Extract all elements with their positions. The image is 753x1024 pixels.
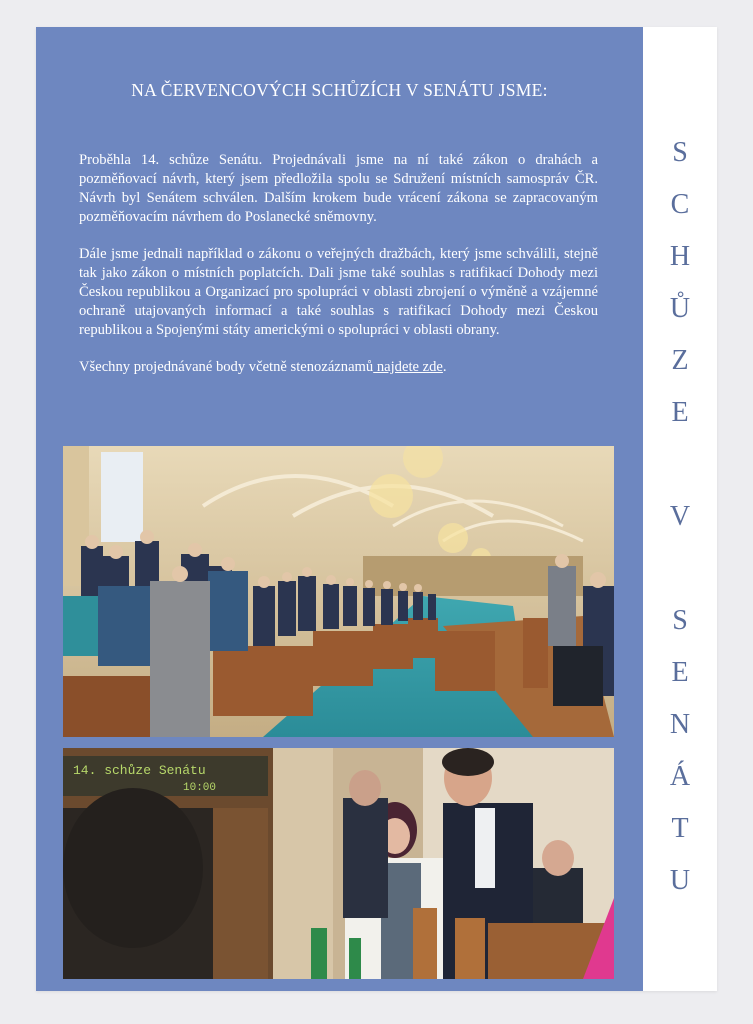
vertical-letter: U [669,865,691,896]
paragraph-3 [79,358,598,377]
vertical-letter: Á [669,761,691,792]
newsletter-page [36,27,717,991]
link-suffix: . [442,359,447,375]
vertical-letter: C [670,189,690,220]
find-here-link[interactable]: najdete zde [373,359,443,375]
vertical-letter [643,439,717,491]
vertical-title [643,127,717,907]
senators-talking-photo [63,748,614,979]
vertical-letter: S [672,137,688,168]
screen-time: 10:00 [183,782,217,794]
vertical-letter: S [672,605,688,636]
screen-text: 14. schůze Senátu [73,763,206,778]
side-panel [643,27,717,991]
vertical-letter: N [669,709,691,740]
section-heading: NA ČERVENCOVÝCH SCHŮZÍCH V SENÁTU JSME: [131,80,548,100]
vertical-letter: V [669,501,691,532]
vertical-letter [643,543,717,595]
paragraph-1: Proběhla 14. schůze Senátu. Projednávali jsme na ní také zákon o drahách a pozměňovací návrh, který jsem předložila spolu se Sdružení místních samospráv ČR. Návrh byl Senátem schválen. Dalším krokem bude vrácení zákona se zapracovaným pozměňovacím návrhem do Poslanecké sněmovny. [79,152,598,225]
senate-hall-photo [63,446,614,737]
link-prefix: Všechny projednávané body včetně stenozáznamů [79,359,374,375]
vertical-letter: E [671,657,689,688]
vertical-letter: Z [671,345,689,376]
vertical-letter: E [671,397,689,428]
main-panel [36,27,643,991]
paragraph-2: Dále jsme jednali například o zákonu o veřejných dražbách, který jsme schválili, stejně tak jako zákon o místních poplatcích. Dali jsme také souhlas s ratifikací Dohody mezi Českou republikou a Organizací pro spolupráci v oblasti zbrojení o výměně a vzájemné ochraně utajovaných informací a také souhlas s ratifikací Dohody mezi Českou republikou a Spojenými státy americkými o spolupráci v oblasti obrany. [79,246,598,338]
body-text [79,151,598,395]
vertical-letter: T [671,813,689,844]
vertical-letter: Ů [669,293,691,324]
vertical-letter: H [669,241,691,272]
